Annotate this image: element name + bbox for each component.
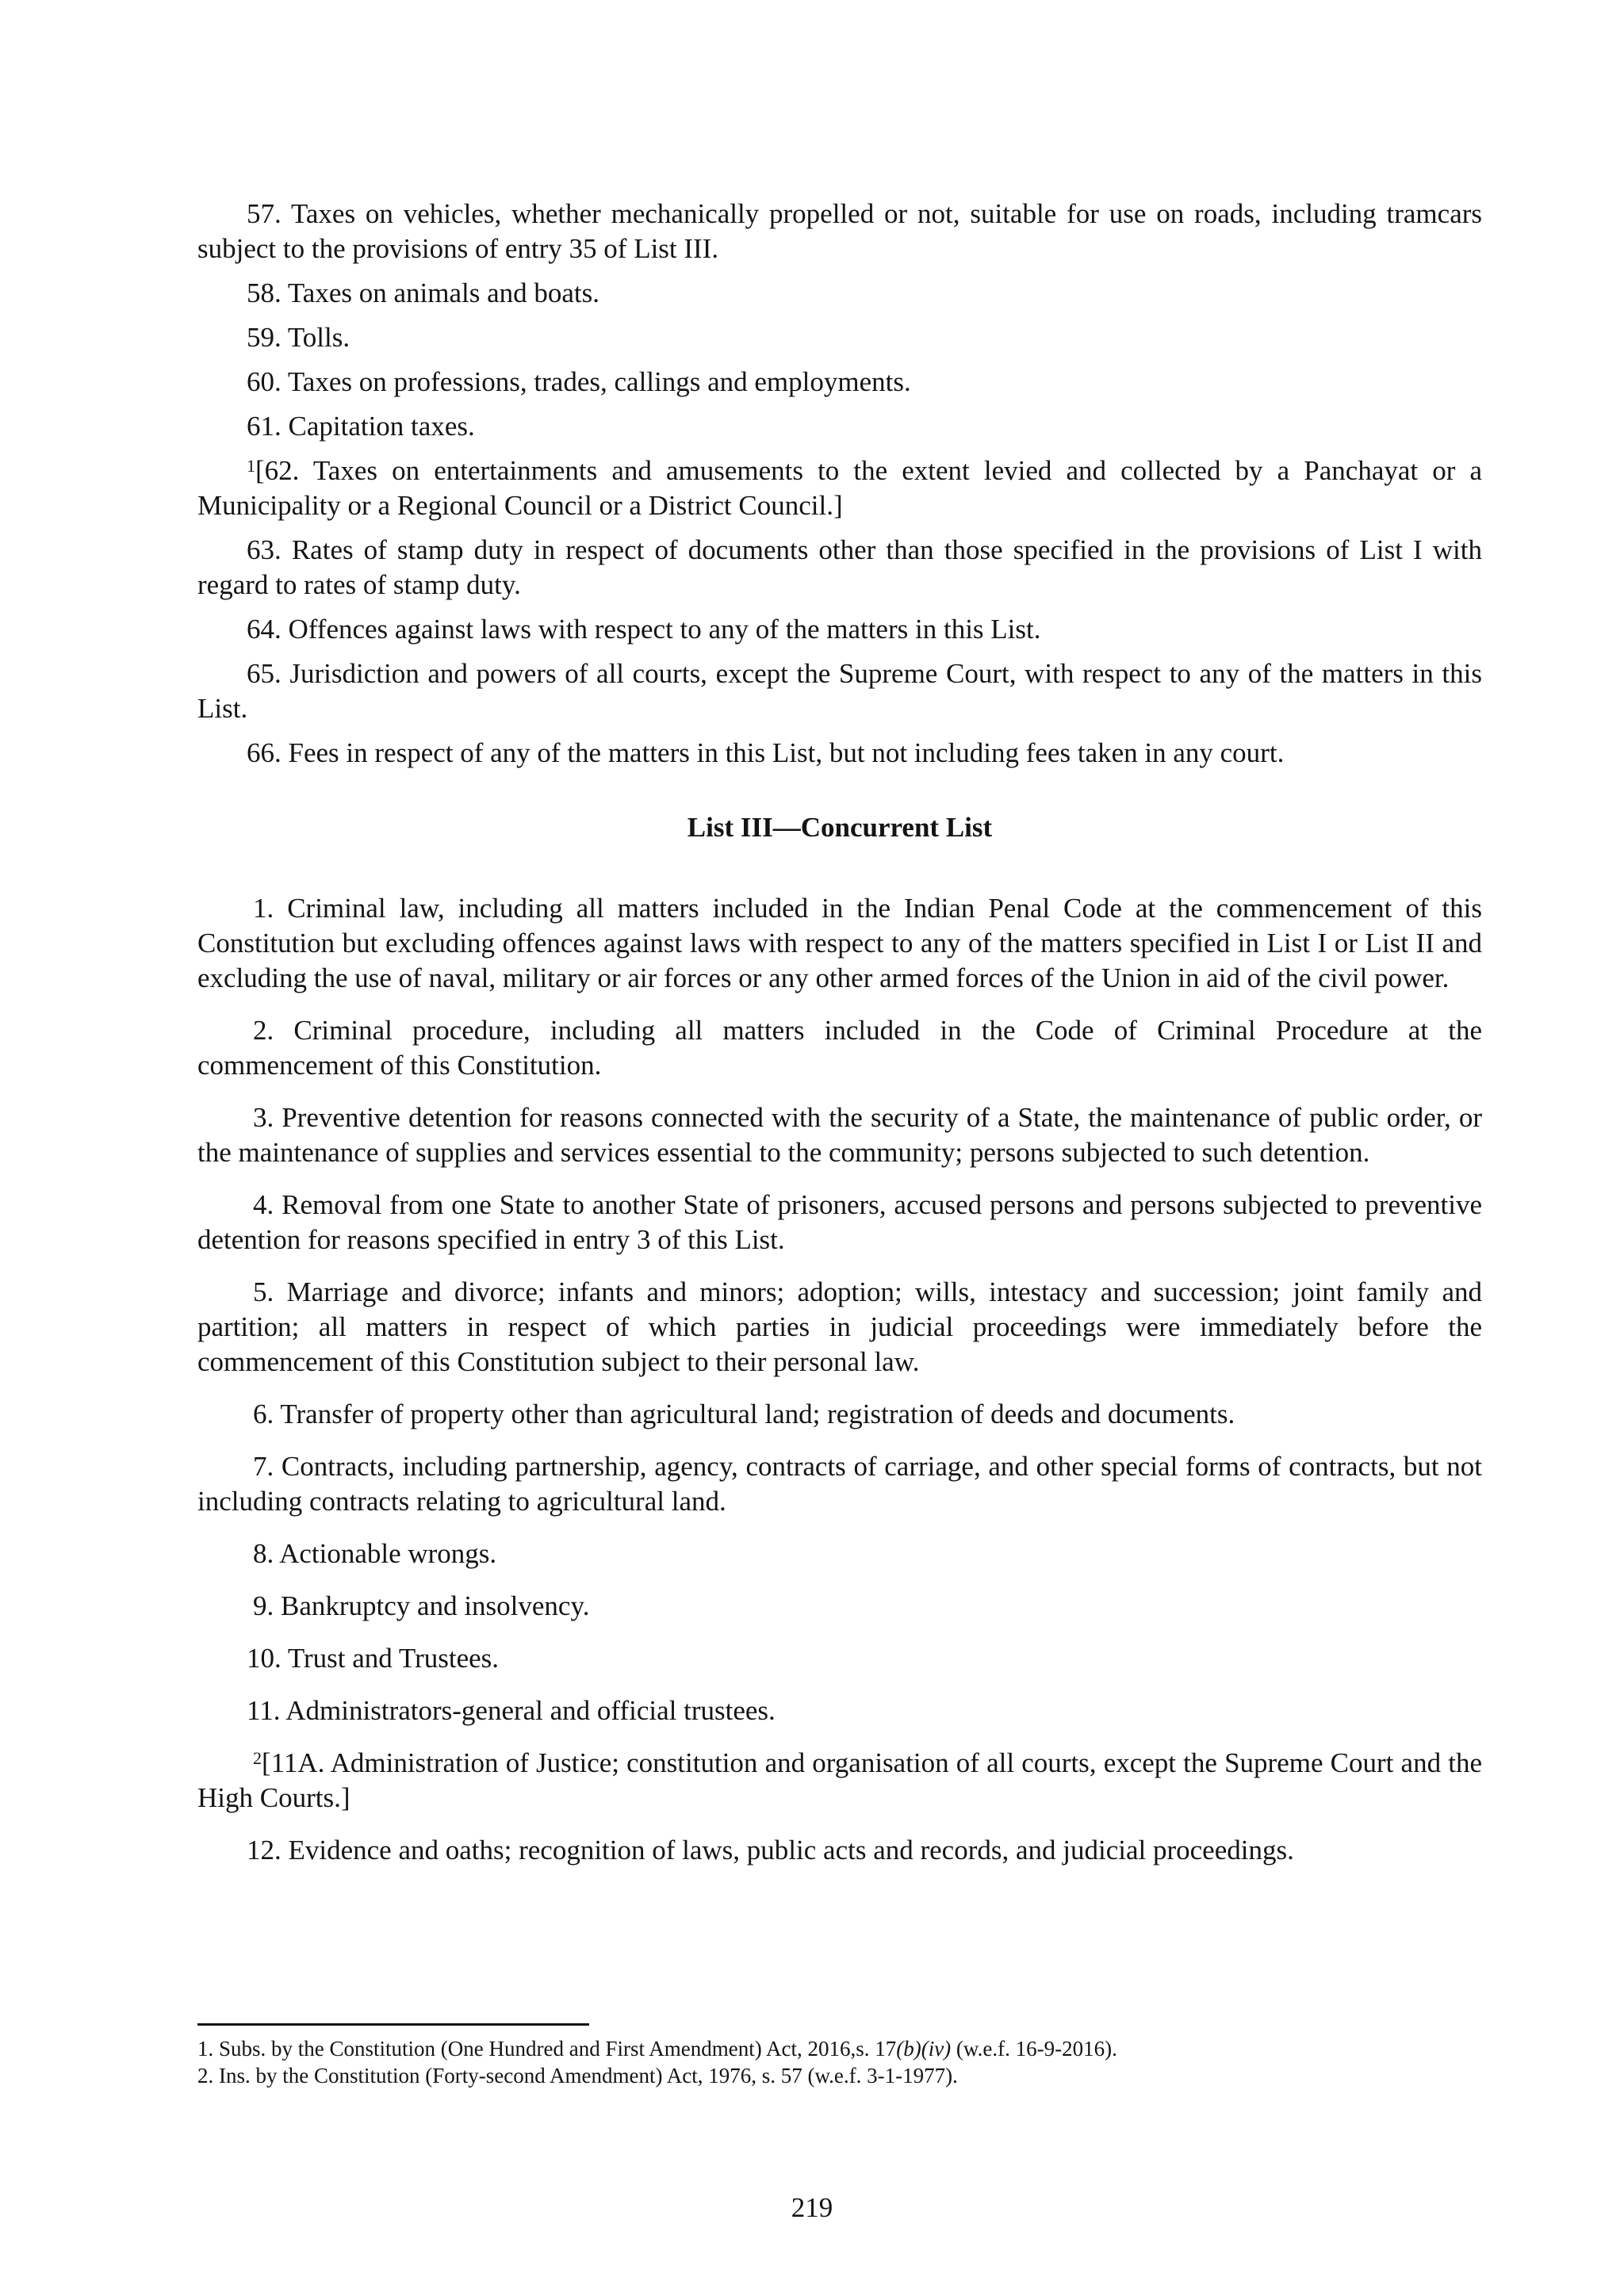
list-entry: 2. Criminal procedure, including all matters included in the Code of Criminal Procedure at the commencement of this Constitution. [197, 1015, 1482, 1081]
list-entry: 11. Administrators-general and official trustees. [247, 1695, 776, 1726]
list-entry: 61. Capitation taxes. [247, 411, 475, 442]
list-entry: 5. Marriage and divorce; infants and minors; adoption; wills, intestacy and succession; joint family and partition; all matters in respect of which parties in judicial proceedings were immediately before the commencement of this Constitution subject to their personal law. [197, 1276, 1482, 1377]
footnote-divider [197, 2023, 589, 2026]
list-entry: 66. Fees in respect of any of the matters in this List, but not including fees taken in any court. [247, 737, 1285, 768]
footnote-marker: 1 [247, 456, 255, 476]
list-entry: 64. Offences against laws with respect to any of the matters in this List. [247, 614, 1041, 645]
list-entry: $^1$[62. Taxes on entertainments and amusements to the extent levied and collected by a Panchayat or a Municipality or a Regional Council or a District Council.] [197, 455, 1482, 521]
list-entry: 58. Taxes on animals and boats. [247, 277, 600, 308]
list-entry: 59. Tolls. [247, 322, 350, 353]
list-entry: 8. Actionable wrongs. [253, 1538, 497, 1569]
concurrent-list-entries [197, 891, 1482, 1868]
list-entry: 1. Criminal law, including all matters included in the Indian Penal Code at the commencement of this Constitution but excluding offences against laws with respect to any of the matters specified in List I or List II and excluding the use of naval, military or air forces or any other armed forces of the Union in aid of the civil power. [197, 893, 1482, 993]
list-entry: 57. Taxes on vehicles, whether mechanically propelled or not, suitable for use on roads, including tramcars subject to the provisions of entry 35 of List III. [197, 198, 1482, 264]
list-entry: 7. Contracts, including partnership, agency, contracts of carriage, and other special forms of contracts, but not including contracts relating to agricultural land. [197, 1451, 1482, 1517]
footnote-2: 2. Ins. by the Constitution (Forty-second Amendment) Act, 1976, s. 57 (w.e.f. 3-1-1977). [197, 2064, 958, 2087]
section-heading: List III—Concurrent List [687, 812, 993, 843]
list-entry: $^2$[11A. Administration of Justice; constitution and organisation of all courts, except the Supreme Court and the High Courts.] [197, 1747, 1482, 1813]
state-list-entries [197, 197, 1482, 771]
list-entry: 60. Taxes on professions, trades, callings and employments. [247, 366, 911, 397]
list-entry: 10. Trust and Trustees. [247, 1643, 500, 1674]
footnote-marker: 2 [253, 1748, 262, 1768]
footnote-1: 1. Subs. by the Constitution (One Hundred and First Amendment) Act, 2016,s. 17(b)(iv) (w.e.f. 16-9-2016). [197, 2037, 1117, 2061]
page-number: 219 [791, 2192, 833, 2223]
list-entry: 12. Evidence and oaths; recognition of laws, public acts and records, and judicial proceedings. [247, 1835, 1294, 1866]
list-entry: 9. Bankruptcy and insolvency. [253, 1590, 590, 1621]
list-entry: 4. Removal from one State to another State of prisoners, accused persons and persons subjected to preventive detention for reasons specified in entry 3 of this List. [197, 1189, 1482, 1255]
list-entry: 3. Preventive detention for reasons connected with the security of a State, the maintenance of public order, or the maintenance of supplies and services essential to the community; persons subjected to such detention. [197, 1102, 1482, 1168]
footnotes [197, 2023, 1482, 2089]
list-entry: 65. Jurisdiction and powers of all courts, except the Supreme Court, with respect to any of the matters in this List. [197, 658, 1482, 724]
page-body [197, 197, 1482, 1885]
list-entry: 6. Transfer of property other than agricultural land; registration of deeds and documents. [253, 1399, 1235, 1429]
list-entry: 63. Rates of stamp duty in respect of documents other than those specified in the provisions of List I with regard to rates of stamp duty. [197, 534, 1482, 600]
